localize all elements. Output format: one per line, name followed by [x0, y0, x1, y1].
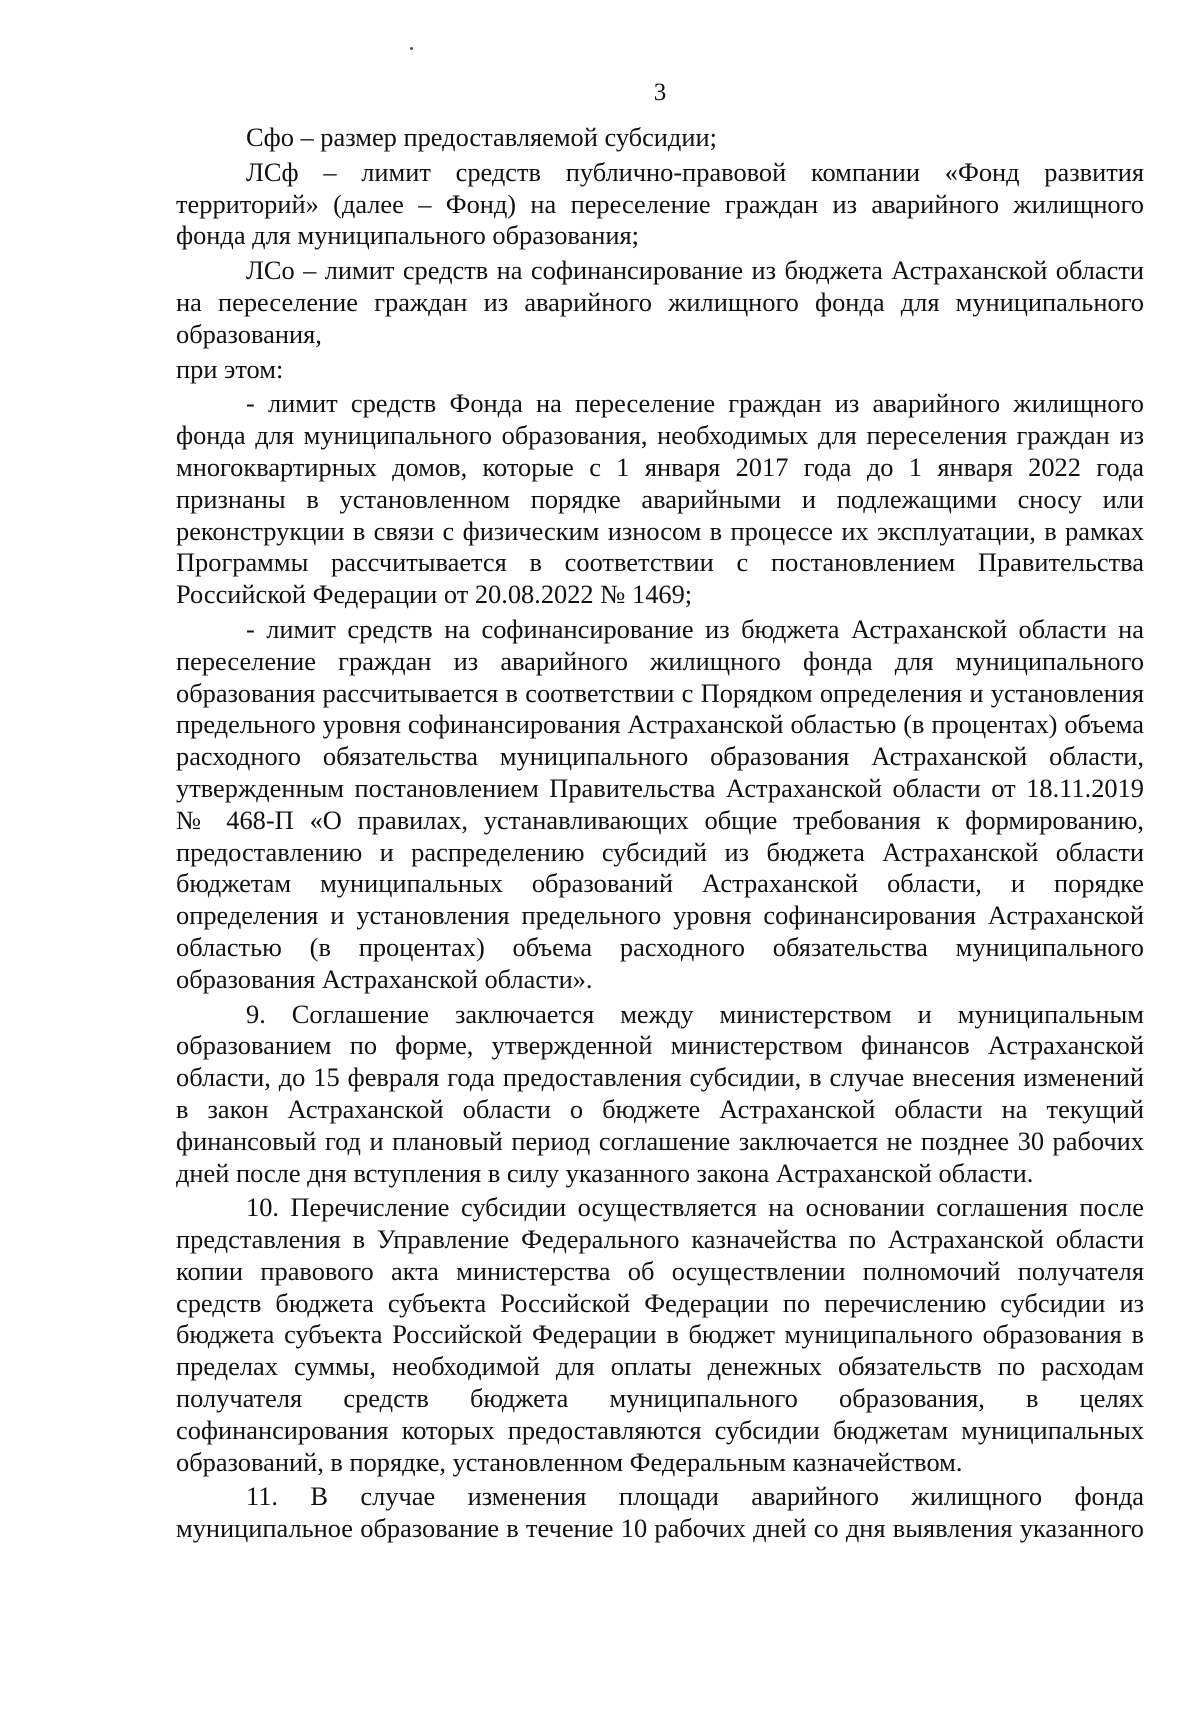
scan-speck — [410, 47, 413, 50]
paragraph-cofinancing-limit: - лимит средств на софинансирование из бюджета Астраханской области на переселение граждан из аварийного жилищного фонда для муниципального образования рассчитывается в соответствии с Порядком определения и установления предельного уровня софинансирования Астраханской областью (в процентах) объема расходного обязательства муниципального образования Астраханской области, утвержденным постановлением Правительства Астраханской области от 18.11.2019 № 468-П «О правилах, устанавливающих общие требования к формированию, предоставлению и распределению субсидий из бюджета Астраханской области бюджетам муниципальных образований Астраханской области, и порядке определения и установления предельного уровня софинансирования Астраханской областью (в процентах) объема расходного обязательства муниципального образования Астраханской области». — [176, 613, 1144, 994]
paragraph-fund-limit: - лимит средств Фонда на переселение граждан из аварийного жилищного фонда для муниципального образования, необходимых для переселения граждан из многоквартирных домов, которые с 1 января 2017 года до 1 января 2022 года признаны в установленном порядке аварийными и подлежащими сносу или реконструкции в связи с физическим износом в процессе их эксплуатации, в рамках Программы рассчитывается в соответствии с постановлением Правительства Российской Федерации от 20.08.2022 № 1469; — [176, 388, 1144, 610]
paragraph-item-9: 9. Соглашение заключается между министерством и муниципальным образованием по форме, утвержденной министерством финансов Астраханской области, до 15 февраля года предоставления субсидии, в случае внесения изменений в закон Астраханской области о бюджете Астраханской области на текущий финансовый год и плановый период соглашение заключается не позднее 30 рабочих дней после дня вступления в силу указанного закона Астраханской области. — [176, 998, 1144, 1188]
paragraph-sfo-definition: Сфо – размер предоставляемой субсидии; — [246, 122, 717, 152]
page-number: 3 — [653, 79, 667, 106]
paragraph-item-11: 11. В случае изменения площади аварийного жилищного фонда муниципальное образование в течение 10 рабочих дней со дня выявления указанного — [176, 1481, 1144, 1544]
paragraph-lso-definition: ЛСо – лимит средств на софинансирование из бюджета Астраханской области на переселение граждан из аварийного жилищного фонда для муниципального образования, — [176, 255, 1144, 349]
document-body — [176, 122, 1144, 1548]
paragraph-pri-etom: при этом: — [176, 353, 284, 384]
paragraph-item-10: 10. Перечисление субсидии осуществляется на основании соглашения после представления в Управление Федерального казначейства по Астраханской области копии правового акта министерства об осуществлении полномочий получателя средств бюджета субъекта Российской Федерации по перечислению субсидии из бюджета субъекта Российской Федерации в бюджет муниципального образования в пределах суммы, необходимой для оплаты денежных обязательств по расходам получателя средств бюджета муниципального образования, в целях софинансирования которых предоставляются субсидии бюджетам муниципальных образований, в порядке, установленном Федеральным казначейством. — [176, 1192, 1144, 1477]
paragraph-lsf-definition: ЛСф – лимит средств публично-правовой компании «Фонд развития территорий» (далее – Фонд) на переселение граждан из аварийного жилищного фонда для муниципального образования; — [176, 156, 1144, 251]
